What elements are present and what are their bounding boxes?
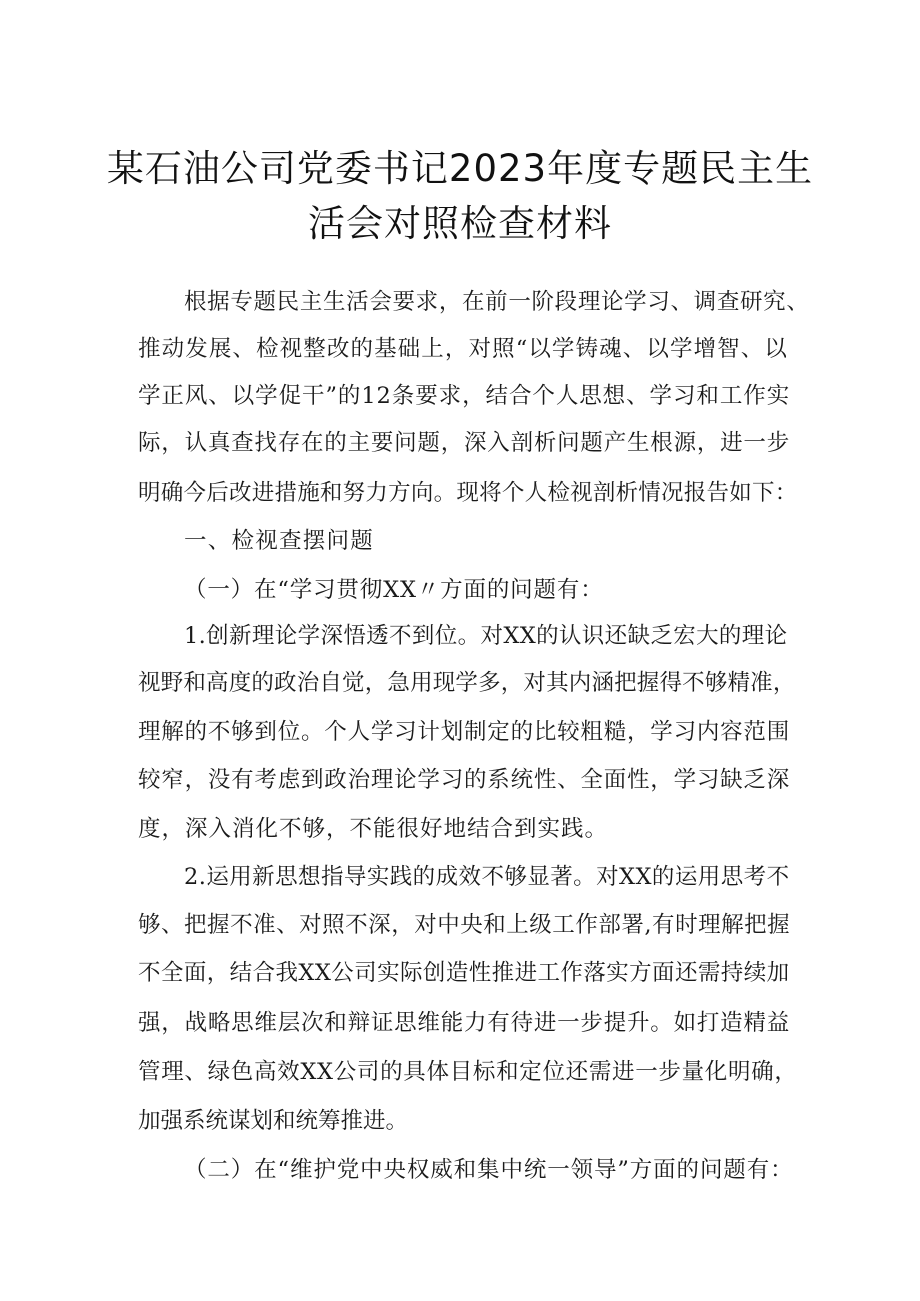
paragraph-line: 际，认真查找存在的主要问题，深入剖析问题产生根源，进一步	[138, 430, 791, 456]
paragraph-line: 视野和高度的政治自觉，急用现学多，对其内涵把握得不够精准，	[138, 670, 796, 696]
subsection-heading: （二）在“维护党中央权威和集中统一领导”方面的问题有：	[184, 1157, 794, 1183]
paragraph-line: 不全面，结合我XX公司实际创造性推进工作落实方面还需持续加	[138, 960, 790, 986]
paragraph-line: 加强系统谋划和统筹推进。	[138, 1108, 409, 1134]
document-title-line-1: 某石油公司党委书记2023年度专题民主生	[106, 147, 814, 190]
paragraph-line: 较窄，没有考虑到政治理论学习的系统性、全面性，学习缺乏深	[138, 767, 791, 793]
document-title-line-2: 活会对照检查材料	[308, 202, 612, 245]
paragraph-line: 明确今后改进措施和努力方向。现将个人检视剖析情况报告如下：	[138, 480, 798, 506]
paragraph-line: 2.运用新思想指导实践的成效不够显著。对XX的运用思考不	[184, 864, 790, 890]
paragraph-line: 推动发展、检视整改的基础上，对照“以学铸魂、以学增智、以	[138, 336, 789, 362]
paragraph-line: 根据专题民主生活会要求，在前一阶段理论学习、调查研究、	[184, 289, 810, 315]
paragraph-line: 理解的不够到位。个人学习计划制定的比较粗糙，学习内容范围	[138, 719, 791, 745]
paragraph-line: 强，战略思维层次和辩证思维能力有待进一步提升。如打造精益	[138, 1010, 791, 1036]
paragraph-line: 够、把握不准、对照不深，对中央和上级工作部署,有时理解把握	[138, 912, 791, 938]
subsection-heading: （一）在“学习贯彻XX〃方面的问题有：	[184, 577, 604, 603]
paragraph-line: 学正风、以学促干”的12条要求，结合个人思想、学习和工作实	[138, 383, 791, 409]
paragraph-line: 管理、绿色高效XX公司的具体目标和定位还需进一步量化明确，	[138, 1059, 798, 1085]
paragraph-line: 1.创新理论学深悟透不到位。对XX的认识还缺乏宏大的理论	[184, 623, 788, 649]
section-heading: 一、检视查摆问题	[184, 528, 375, 554]
paragraph-line: 度，深入消化不够，不能很好地结合到实践。	[138, 816, 609, 842]
